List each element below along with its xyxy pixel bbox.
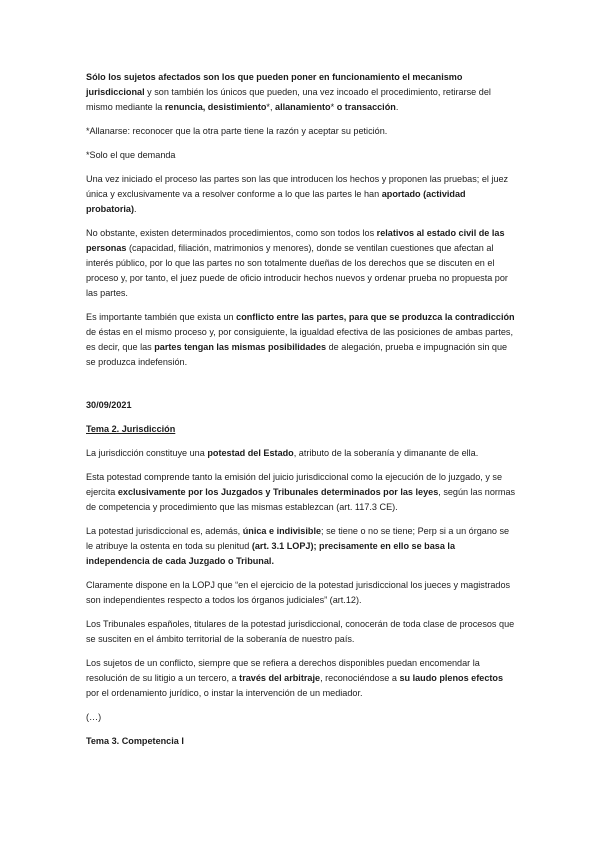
paragraph-conflicto-partes: Es importante también que exista un conflicto entre las partes, para que se produzca la contradicción de éstas en el mismo proceso y, por consiguiente, la igualdad efectiva de las posiciones de ambas partes, es decir, que las partes tengan las mismas posibilidades de alegación, prueba e impugnación sin que se produzca indefensión.: [86, 312, 515, 367]
paragraph-mecanismo-jurisdiccional: Sólo los sujetos afectados son los que pueden poner en funcionamiento el mecanismo jurisdiccional y son también los únicos que pueden, una vez incoado el procedimiento, retirarse del mismo mediante la renuncia, desistimiento*, allanamiento* o transacción.: [86, 72, 491, 112]
paragraph-arbitraje: Los sujetos de un conflicto, siempre que se refiera a derechos disponibles puedan encomendar la resolución de su litigio a un tercero, a través del arbitraje, reconociéndose a su laudo plenos efectos por el ordenamiento jurídico, o instar la intervención de un mediador.: [86, 658, 504, 698]
footnote-desistimiento: *Solo el que demanda: [86, 150, 176, 160]
paragraph-lopj-independencia: Claramente dispone en la LOPJ que “en el ejercicio de la potestad jurisdiccional los jueces y magistrados son independientes respecto a todos los órganos judiciales” (art.12).: [86, 580, 511, 605]
paragraph-potestad-estado: La jurisdicción constituye una potestad del Estado, atributo de la soberanía y dimanante de ella.: [86, 448, 479, 458]
paragraph-juzgados-tribunales: Esta potestad comprende tanto la emisión del juicio jurisdiccional como la ejecución de lo juzgado, y se ejercita exclusivamente por los Juzgados y Tribunales determinados por las leyes, según las normas de competencia y procedimiento que las mismas establezcan (art. 117.3 CE).: [86, 472, 516, 512]
section-title-tema-2: Tema 2. Jurisdicción: [86, 424, 176, 434]
paragraph-unica-indivisible: La potestad jurisdiccional es, además, única e indivisible; se tiene o no se tiene; Perp si a un órgano se le atribuye la ostenta en toda su plenitud (art. 3.1 LOPJ); precisamente en ello se basa la independencia de cada Juzgado o Tribunal.: [86, 526, 510, 566]
paragraph-tribunales-espanoles: Los Tribunales españoles, titulares de la potestad jurisdiccional, conocerán de toda clase de procesos que se susciten en el ámbito territorial de la soberanía de nuestro país.: [86, 619, 515, 644]
ellipsis: (…): [86, 712, 102, 722]
footnote-allanarse: *Allanarse: reconocer que la otra parte tiene la razón y aceptar su petición.: [86, 126, 388, 136]
section-title-tema-3: Tema 3. Competencia I: [86, 736, 184, 746]
paragraph-proceso-iniciado: Una vez iniciado el proceso las partes son las que introducen los hechos y proponen las pruebas; el juez única y exclusivamente va a resolver conforme a lo que las partes le han aportado (actividad probatoria).: [86, 174, 509, 214]
paragraph-estado-civil: No obstante, existen determinados procedimientos, como son todos los relativos al estado civil de las personas (capacidad, filiación, matrimonios y menores), donde se ventilan cuestiones que afectan al interés público, por lo que las partes no son totalmente dueñas de los derechos que se discuten en el proceso y, por tanto, el juez puede de oficio introducir hechos nuevos y ordenar prueba no propuesta por las partes.: [86, 228, 508, 298]
date-heading: 30/09/2021: [86, 400, 132, 410]
